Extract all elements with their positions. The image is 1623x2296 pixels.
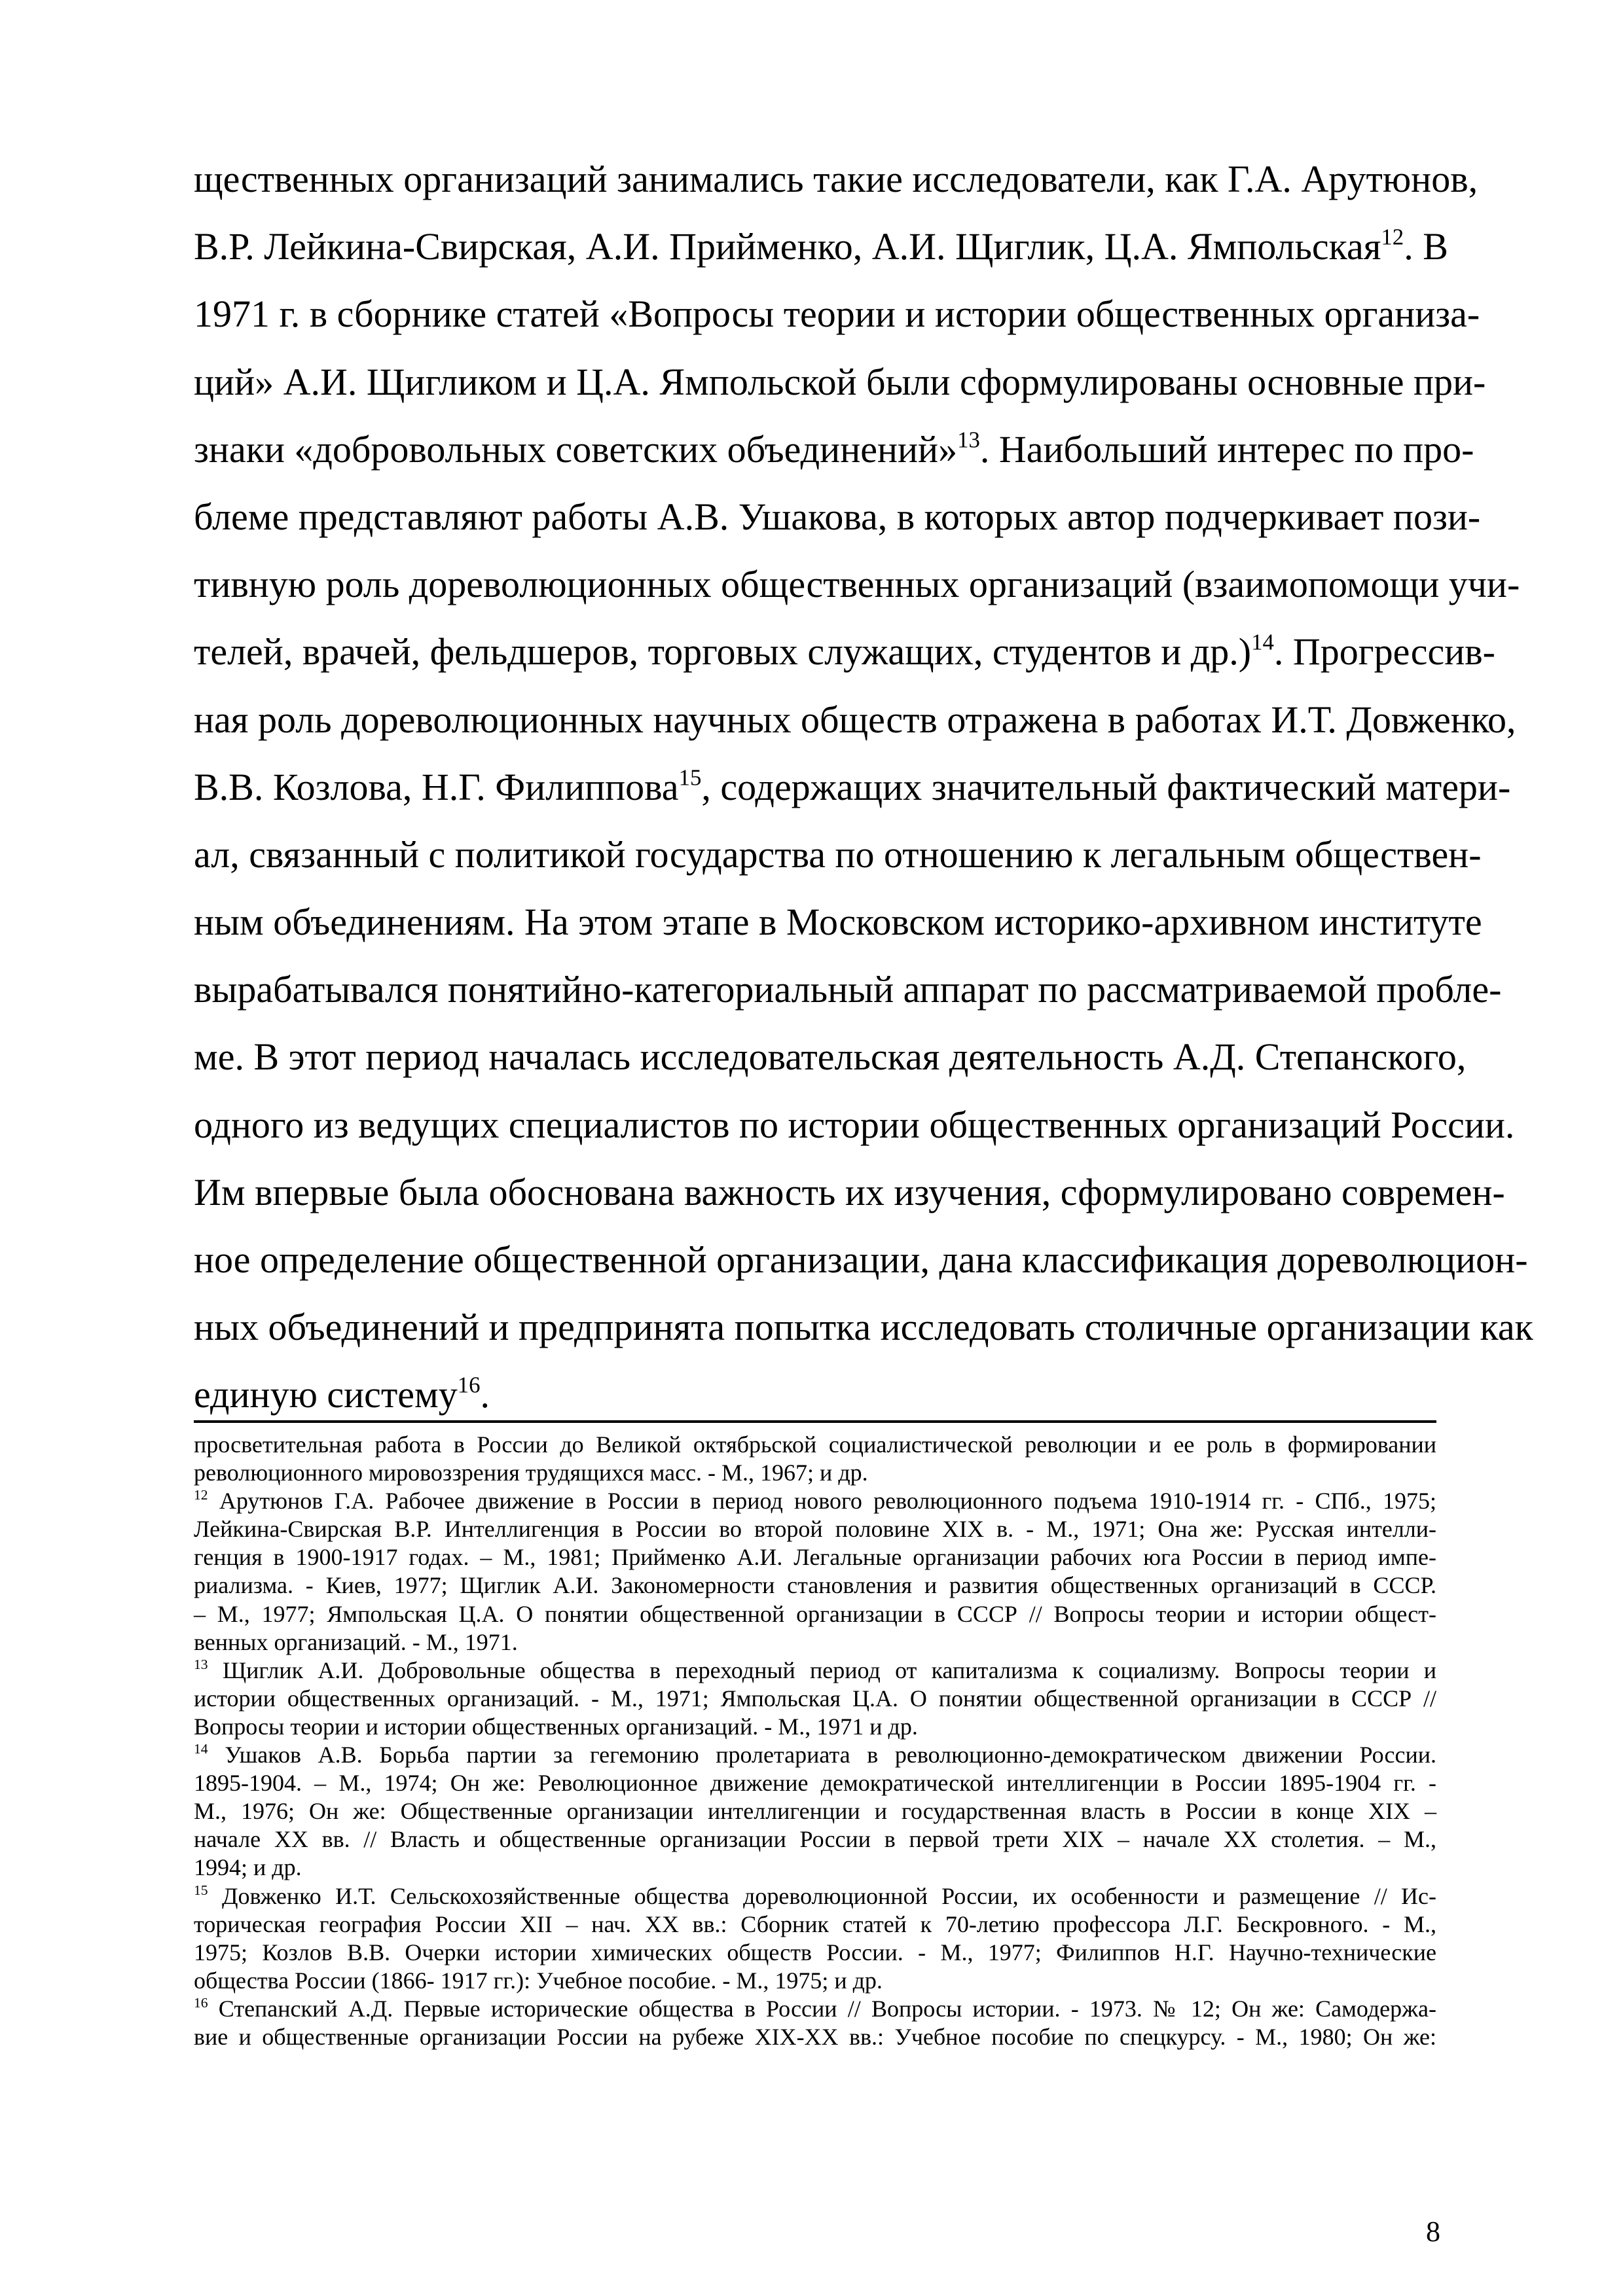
main-text xyxy=(194,145,1533,1429)
footnote-number: 16 xyxy=(194,1994,208,2011)
footnote-line: революционного мировоззрения трудящихся масс. - М., 1967; и др. xyxy=(194,1460,868,1486)
footnote-line: 1975; Козлов В.В. Очерки истории химических обществ России. - М., 1977; Филиппов Н.Г. Научно-технические xyxy=(194,1939,1436,1965)
footnote-14 xyxy=(194,1741,1436,1882)
text-line: ций» А.И. Щигликом и Ц.А. Ямпольской были сформулированы основные при- xyxy=(194,360,1486,403)
footnotes xyxy=(194,1431,1436,2051)
footnote-line: венных организаций. - М., 1971. xyxy=(194,1628,518,1655)
footnote-number: 12 xyxy=(194,1487,208,1503)
page-number: 8 xyxy=(1426,2215,1440,2248)
footnote-line: генция в 1900-1917 годах. – М., 1981; Прийменко А.И. Легальные организации рабочих юга России в период импе- xyxy=(194,1544,1436,1571)
footnote-continuation xyxy=(194,1431,1436,1487)
text-line: В.Р. Лейкина-Свирская, А.И. Прийменко, А.И. Щиглик, Ц.А. Ямпольская$^{12}$. В xyxy=(194,224,1448,268)
text-line: вырабатывался понятийно-категориальный аппарат по рассматриваемой пробле- xyxy=(194,968,1502,1011)
footnote-line: – М., 1977; Ямпольская Ц.А. О понятии общественной организации в СССР // Вопросы теории и истории общест- xyxy=(194,1600,1436,1627)
text-line: телей, врачей, фельдшеров, торговых служащих, студентов и др.)$^{14}$. Прогрессив- xyxy=(194,629,1495,673)
footnote-number: 14 xyxy=(194,1741,208,1757)
footnote-line: М., 1976; Он же: Общественные организации интеллигенции и государственная власть в России в конце XIX – xyxy=(194,1798,1436,1825)
footnote-16 xyxy=(194,1995,1436,2051)
footnote-number: 13 xyxy=(194,1656,208,1672)
text-line: блеме представляют работы А.В. Ушакова, в которых автор подчеркивает пози- xyxy=(194,495,1481,538)
text-line: знаки «добровольных советских объединений»$^{13}$. Наибольший интерес по про- xyxy=(194,427,1474,471)
footnote-line: риализма. - Киев, 1977; Щиглик А.И. Закономерности становления и развития общественных организаций в СССР. xyxy=(194,1572,1436,1599)
footnote-line: истории общественных организаций. - М., 1971; Ямпольская Ц.А. О понятии общественной организации в СССР // xyxy=(194,1685,1436,1712)
text-line: 1971 г. в сборнике статей «Вопросы теории и истории общественных организа- xyxy=(194,293,1480,336)
footnote-line: просветительная работа в России до Великой октябрьской социалистической революции и ее роль в формировании xyxy=(194,1431,1436,1458)
footnote-line: общества России (1866- 1917 гг.): Учебное пособие. - М., 1975; и др. xyxy=(194,1967,883,1994)
text-line: ным объединениям. На этом этапе в Московском историко-архивном институте xyxy=(194,901,1482,944)
text-line: тивную роль дореволюционных общественных организаций (взаимопомощи учи- xyxy=(194,563,1520,606)
footnote-ref-16[interactable]: 16 xyxy=(457,1372,481,1398)
text-line: единую систему$^{16}$. xyxy=(194,1372,490,1416)
footnote-line: Вопросы теории и истории общественных организаций. - М., 1971 и др. xyxy=(194,1713,918,1740)
footnote-number: 15 xyxy=(194,1882,208,1898)
footnote-ref-14[interactable]: 14 xyxy=(1251,629,1274,655)
footnote-line: вие и общественные организации России на рубеже XIX-XX вв.: Учебное пособие по спецкурсу. - М., 1980; Он же: xyxy=(194,2023,1436,2050)
footnote-line: 1994; и др. xyxy=(194,1854,302,1881)
text-line: В.В. Козлова, Н.Г. Филиппова$^{15}$, содержащих значительный фактический матери- xyxy=(194,764,1511,808)
text-line: ная роль дореволюционных научных обществ отражена в работах И.Т. Довженко, xyxy=(194,698,1516,741)
footnote-ref-12[interactable]: 12 xyxy=(1381,224,1404,250)
footnote-12 xyxy=(194,1487,1436,1657)
footnote-line: $^{14}$ Ушаков А.В. Борьба партии за гегемонию пролетариата в революционно-демократическом движении России. xyxy=(194,1741,1437,1768)
text-line: Им впервые была обоснована важность их изучения, сформулировано современ- xyxy=(194,1170,1505,1213)
footnote-line: Лейкина-Свирская В.Р. Интеллигенция в России во второй половине XIX в. - М., 1971; Она же: Русская интелли- xyxy=(194,1516,1436,1543)
text-line: щественных организаций занимались такие исследователи, как Г.А. Арутюнов, xyxy=(194,158,1478,200)
footnote-line: $^{12}$ Арутюнов Г.А. Рабочее движение в России в период нового революционного подъема 1910-1914 гг. - СПб., 1975; xyxy=(194,1487,1437,1515)
footnote-line: начале XX вв. // Власть и общественные организации России в первой трети XIX – начале XX столетия. – М., xyxy=(194,1826,1436,1853)
footnote-line: торическая география России XII – нач. XX вв.: Сборник статей к 70-летию профессора Л.Г. Бескровного. - М., xyxy=(194,1910,1436,1937)
footnote-ref-15[interactable]: 15 xyxy=(678,764,702,791)
text-line: ных объединений и предпринята попытка исследовать столичные организации как xyxy=(194,1306,1533,1349)
footnote-ref-13[interactable]: 13 xyxy=(957,427,980,453)
footnote-line: $^{16}$ Степанский А.Д. Первые исторические общества в России // Вопросы истории. - 1973. № 12; Он же: Самодержа- xyxy=(194,1994,1436,2022)
footnote-line: $^{13}$ Щиглик А.И. Добровольные общества в переходный период от капитализма к социализму. Вопросы теории и xyxy=(194,1656,1436,1683)
text-line: ное определение общественной организации, дана классификация дореволюцион- xyxy=(194,1238,1528,1281)
text-line: ме. В этот период началась исследовательская деятельность А.Д. Степанского, xyxy=(194,1035,1467,1079)
footnote-13 xyxy=(194,1657,1436,1741)
footnote-separator xyxy=(194,1420,1436,1423)
footnote-line: 1895-1904. – М., 1974; Он же: Революционное движение демократической интеллигенции в России 1895-1904 гг. - xyxy=(194,1770,1436,1797)
text-line: ал, связанный с политикой государства по отношению к легальным обществен- xyxy=(194,833,1482,876)
footnote-15 xyxy=(194,1882,1436,1995)
footnote-line: $^{15}$ Довженко И.Т. Сельскохозяйственные общества дореволюционной России, их особенности и размещение // Ис- xyxy=(194,1882,1437,1909)
text-line: одного из ведущих специалистов по истории общественных организаций России. xyxy=(194,1103,1515,1146)
